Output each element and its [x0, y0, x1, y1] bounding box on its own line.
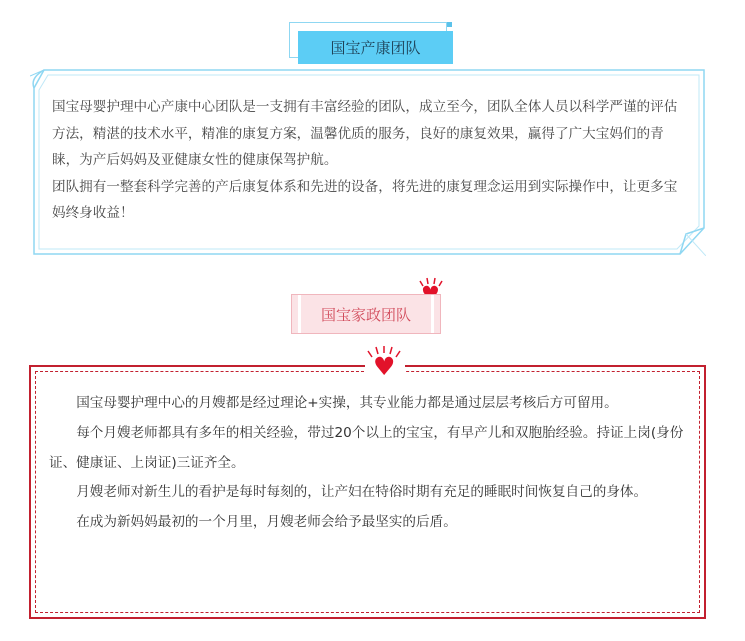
section2-paragraph: 每个月嫂老师都具有多年的相关经验，带过20个以上的宝宝，有早产儿和双胞胎经验。持证上岗(身份证、健康证、上岗证)三证齐全。 — [49, 424, 684, 471]
section1-paragraph: 团队拥有一整套科学完善的产后康复体系和先进的设备，将先进的康复理念运用到实际操作中，让更多宝妈终身收益！ — [52, 178, 678, 221]
section2-title-badge — [291, 294, 441, 334]
heart-icon: ♥ — [373, 352, 396, 381]
section2-paragraph: 在成为新妈妈最初的一个月里，月嫂老师会给予最坚实的后盾。 — [76, 514, 457, 531]
section1-panel — [30, 66, 706, 256]
section2-panel — [29, 365, 706, 619]
section1-title: 国宝产康团队 — [298, 31, 453, 64]
section2-paragraph: 国宝母婴护理中心的月嫂都是经过理论+实操，其专业能力都是通过层层考核后方可留用。 — [76, 395, 618, 411]
section2-title: 国宝家政团队 — [320, 305, 411, 324]
section1-paragraph: 国宝母婴护理中心产康中心团队是一支拥有丰富经验的团队，成立至今，团队全体人员以科学严谨的评估方法，精湛的技术水平，精准的康复方案，温馨优质的服务，良好的康复效果，赢得了广大宝妈们的青睐，为产后妈妈及亚健康女性的健康保驾护航。 — [52, 99, 678, 168]
section1-body — [52, 94, 682, 227]
section2-body — [49, 389, 689, 538]
badge-corner-dot — [447, 22, 452, 27]
section1-title-badge — [289, 22, 455, 64]
section2-paragraph: 月嫂老师对新生儿的看护是每时每刻的，让产妇在特俗时期有充足的睡眠时间恢复自己的身体。 — [76, 484, 648, 501]
